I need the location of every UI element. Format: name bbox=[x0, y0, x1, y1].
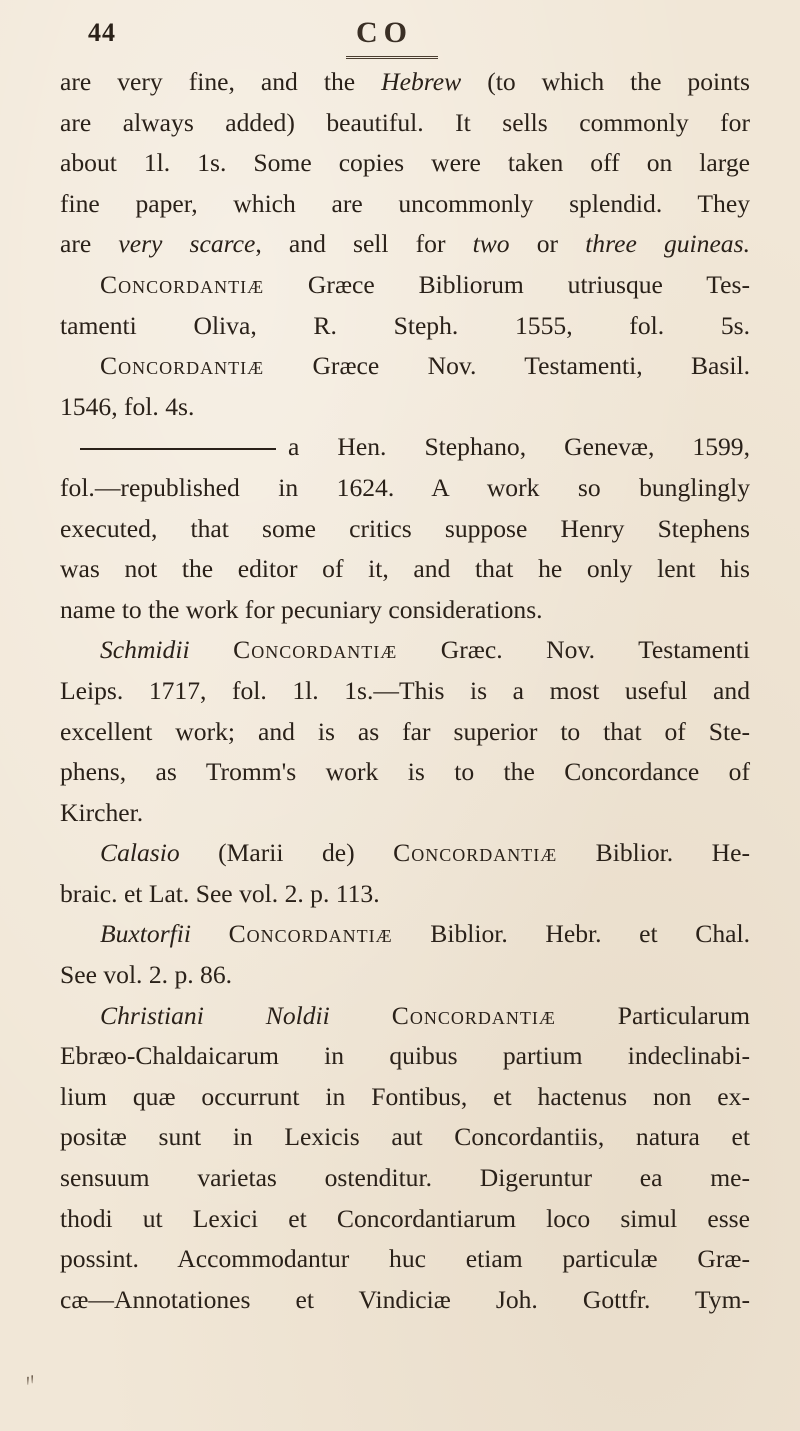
text-line: name to the work for pecuniary considerations. bbox=[60, 594, 543, 624]
text-line: Kircher. bbox=[60, 797, 144, 827]
text-line: executed, that some critics suppose Henry Stephens bbox=[60, 513, 750, 543]
header-rule bbox=[346, 56, 438, 59]
text-line: was not the editor of it, and that he only lent his bbox=[60, 554, 750, 584]
page-number: 44 bbox=[88, 18, 116, 47]
entry-heading-line: Calasio (Marii de) Concordantiæ Biblior. He- bbox=[100, 838, 751, 868]
text-line: are very fine, and the Hebrew (to which the points bbox=[60, 67, 750, 96]
text-line: about 1l. 1s. Some copies were taken off on large bbox=[60, 148, 750, 178]
running-head: CO bbox=[356, 16, 413, 49]
text-line: phens, as Tromm's work is to the Concordance of bbox=[60, 757, 750, 787]
text-line: braic. et Lat. See vol. 2. p. 113. bbox=[60, 878, 380, 908]
text-line: Ebræo-Chaldaicarum in quibus partium indeclinabi- bbox=[60, 1041, 750, 1071]
text-line: Leips. 1717, fol. 1l. 1s.—This is a most useful and bbox=[60, 675, 750, 705]
entry-heading-line: Buxtorfii Concordantiæ Biblior. Hebr. et Chal. bbox=[100, 919, 750, 949]
margin-pencil-mark: 〃 bbox=[20, 1370, 42, 1393]
page-header bbox=[0, 18, 800, 58]
text-line: are very scarce, and sell for two or three guineas. bbox=[60, 229, 750, 259]
text-line: excellent work; and is as far superior to that of Ste- bbox=[60, 716, 750, 746]
entry-heading-line: Schmidii Concordantiæ Græc. Nov. Testamenti bbox=[100, 635, 750, 665]
text-line: possint. Accommodantur huc etiam particulæ Græ- bbox=[60, 1244, 750, 1274]
text-line: See vol. 2. p. 86. bbox=[60, 960, 233, 990]
text-line: cæ—Annotationes et Vindiciæ Joh. Gottfr. Tym- bbox=[60, 1284, 750, 1314]
text-line: 1546, fol. 4s. bbox=[60, 391, 195, 421]
text-line: fol.—republished in 1624. A work so bunglingly bbox=[60, 472, 750, 502]
text-line: positæ sunt in Lexicis aut Concordantiis, natura et bbox=[60, 1122, 750, 1152]
entry-heading-line: Christiani Noldii Concordantiæ Particularum bbox=[100, 1000, 750, 1030]
text-line: fine paper, which are uncommonly splendid. They bbox=[60, 188, 750, 218]
text-line: lium quæ occurrunt in Fontibus, et hactenus non ex- bbox=[60, 1081, 750, 1111]
ditto-rule bbox=[80, 448, 276, 450]
body-text bbox=[60, 62, 750, 1320]
entry-heading-line: Concordantiæ Græce Bibliorum utriusque Tes- bbox=[100, 269, 750, 299]
text-line: are always added) beautiful. It sells commonly for bbox=[60, 107, 750, 137]
ditto-entry-line: a Hen. Stephano, Genevæ, 1599, bbox=[60, 427, 750, 468]
text-line: thodi ut Lexici et Concordantiarum loco simul esse bbox=[60, 1203, 750, 1233]
entry-heading-line: Concordantiæ Græce Nov. Testamenti, Basil. bbox=[100, 351, 750, 381]
text-line: tamenti Oliva, R. Steph. 1555, fol. 5s. bbox=[60, 310, 750, 340]
text-line: sensuum varietas ostenditur. Digeruntur ea me- bbox=[60, 1163, 750, 1193]
